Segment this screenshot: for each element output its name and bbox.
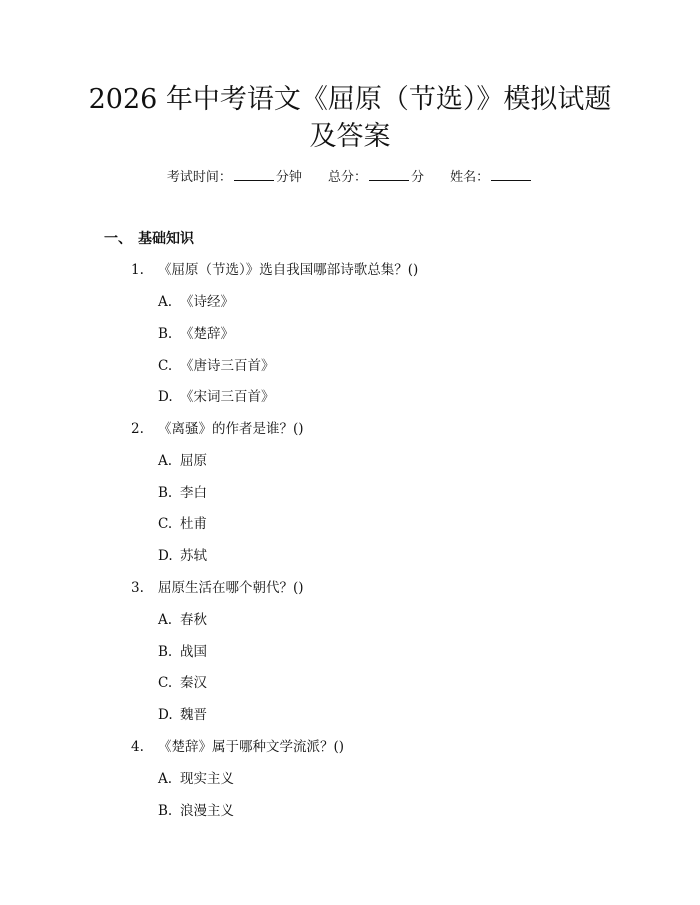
name-field (450, 168, 533, 188)
option-text: 《诗经》 (180, 294, 234, 310)
option-letter: B. (158, 803, 173, 819)
section-title: 基础知识 (138, 231, 194, 247)
option-text: 杜甫 (180, 516, 207, 532)
option-1c (158, 356, 275, 376)
option-3c (158, 673, 207, 693)
option-letter: A. (158, 612, 173, 628)
option-letter: A. (158, 771, 173, 787)
option-text: 现实主义 (180, 771, 234, 787)
option-text: 李白 (180, 485, 207, 501)
question-2 (131, 419, 304, 439)
option-text: 浪漫主义 (180, 803, 234, 819)
question-number: 1. (131, 262, 144, 278)
total-score-unit: 分 (411, 170, 425, 185)
section-number: 一、 (104, 231, 132, 247)
question-number: 2. (131, 421, 144, 437)
option-letter: C. (158, 516, 173, 532)
option-text: 《宋词三百首》 (180, 389, 275, 405)
question-text: 《楚辞》属于哪种文学流派？() (158, 739, 345, 755)
option-text: 战国 (180, 644, 207, 660)
option-2c (158, 514, 207, 534)
option-2d (158, 546, 207, 566)
option-text: 魏晋 (180, 707, 207, 723)
option-1a (158, 292, 234, 312)
option-3a (158, 610, 207, 630)
option-letter: B. (158, 644, 173, 660)
option-letter: B. (158, 326, 173, 342)
question-text: 屈原生活在哪个朝代？() (158, 580, 304, 596)
option-letter: B. (158, 485, 173, 501)
option-text: 屈原 (180, 453, 207, 469)
exam-time-unit: 分钟 (275, 170, 302, 185)
option-4a (158, 769, 234, 789)
question-1 (131, 260, 418, 280)
exam-time-blank (234, 168, 274, 181)
option-letter: A. (158, 453, 173, 469)
question-number: 4. (131, 739, 144, 755)
option-1d (158, 387, 275, 407)
option-text: 苏轼 (180, 548, 207, 564)
option-3d (158, 705, 207, 725)
exam-time-label: 考试时间： (166, 170, 232, 185)
exam-meta-row (0, 168, 700, 188)
option-letter: D. (158, 707, 173, 723)
option-text: 《唐诗三百首》 (180, 358, 275, 374)
option-2a (158, 451, 207, 471)
total-score-field (328, 168, 424, 188)
exam-title-line1: 2026 年中考语文《屈原（节选）》模拟试题 (88, 84, 612, 115)
option-2b (158, 483, 207, 503)
option-letter: D. (158, 389, 173, 405)
question-number: 3. (131, 580, 144, 596)
question-4 (131, 737, 344, 757)
name-blank (491, 168, 531, 181)
total-score-label: 总分： (327, 170, 367, 185)
option-1b (158, 324, 234, 344)
option-3b (158, 642, 207, 662)
option-letter: C. (158, 358, 173, 374)
option-letter: C. (158, 675, 173, 691)
section-heading (104, 229, 194, 249)
option-text: 《楚辞》 (180, 326, 234, 342)
option-4b (158, 801, 234, 821)
question-text: 《屈原（节选）》选自我国哪部诗歌总集？() (158, 262, 419, 278)
exam-title-line2: 及答案 (309, 121, 391, 152)
exam-time-field (167, 168, 302, 188)
question-3 (131, 578, 304, 598)
question-text: 《离骚》的作者是谁？() (158, 421, 304, 437)
option-text: 春秋 (180, 612, 207, 628)
option-letter: A. (158, 294, 173, 310)
total-score-blank (369, 168, 409, 181)
name-label: 姓名： (450, 170, 490, 185)
option-text: 秦汉 (180, 675, 207, 691)
option-letter: D. (158, 548, 173, 564)
